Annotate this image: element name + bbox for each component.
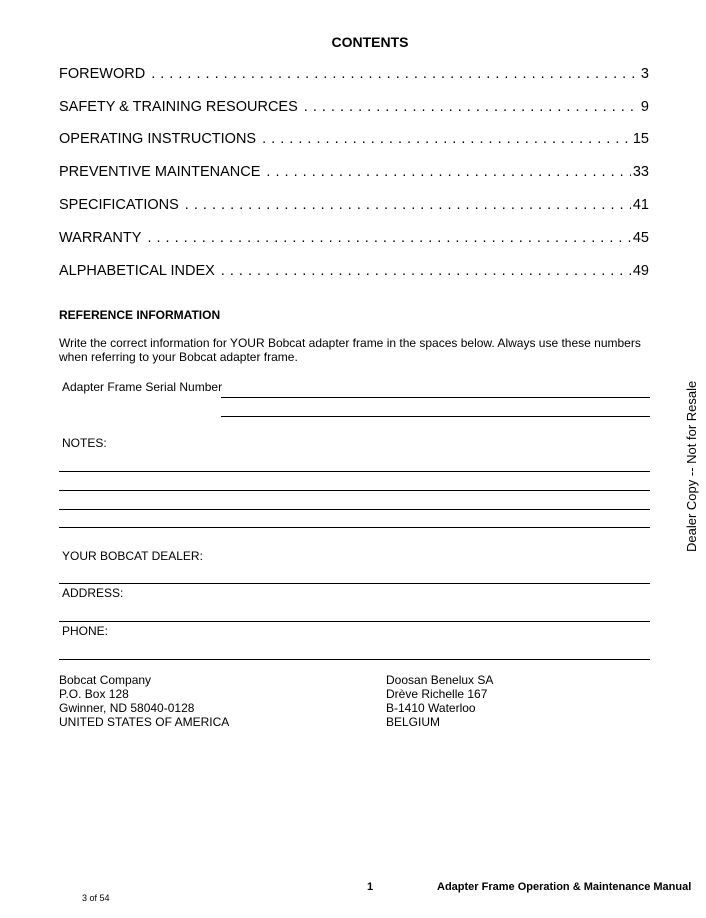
toc-label: WARRANTY <box>59 230 142 246</box>
address-line: B-1410 Waterloo <box>386 701 476 715</box>
toc-label: ALPHABETICAL INDEX <box>59 263 215 279</box>
toc-label: OPERATING INSTRUCTIONS <box>59 131 257 147</box>
toc-page: 15 <box>632 131 649 147</box>
notes-label: NOTES: <box>62 436 107 450</box>
serial-number-line-1[interactable] <box>221 397 650 398</box>
toc-page: 49 <box>632 263 649 279</box>
toc-page: 41 <box>632 197 649 213</box>
notes-line-3[interactable] <box>59 509 650 510</box>
address-line[interactable] <box>59 621 650 622</box>
toc-leader <box>185 197 631 213</box>
address-line: Gwinner, ND 58040-0128 <box>59 701 195 715</box>
toc-entry-maintenance <box>59 164 649 184</box>
footer-page-number: 1 <box>367 881 374 893</box>
serial-number-label: Adapter Frame Serial Number <box>62 380 223 394</box>
toc-leader <box>304 99 639 115</box>
toc-leader <box>151 66 639 82</box>
toc-entry-index <box>59 263 649 283</box>
toc-entry-operating <box>59 131 649 151</box>
us-address-block <box>59 673 229 729</box>
dealer-copy-watermark: Dealer Copy -- Not for Resale <box>684 380 699 552</box>
toc-leader <box>266 164 630 180</box>
toc-page: 33 <box>632 164 649 180</box>
footer-manual-title: Adapter Frame Operation & Maintenance Manual <box>437 881 692 893</box>
address-label: ADDRESS: <box>62 586 124 600</box>
toc-label: FOREWORD <box>59 66 146 82</box>
toc-label: PREVENTIVE MAINTENANCE <box>59 164 261 180</box>
page-title: CONTENTS <box>331 34 409 50</box>
notes-line-2[interactable] <box>59 490 650 491</box>
eu-address-block <box>386 673 493 729</box>
reference-heading: REFERENCE INFORMATION <box>59 308 221 322</box>
toc-entry-warranty <box>59 230 649 250</box>
address-line: P.O. Box 128 <box>59 687 129 701</box>
address-line: UNITED STATES OF AMERICA <box>59 715 230 729</box>
toc-page: 9 <box>640 99 649 115</box>
notes-line-1[interactable] <box>59 471 650 472</box>
toc-leader <box>262 131 631 147</box>
notes-line-4[interactable] <box>59 527 650 528</box>
toc-entry-foreword <box>59 66 649 86</box>
toc-label: SPECIFICATIONS <box>59 197 179 213</box>
address-line: Doosan Benelux SA <box>386 673 494 687</box>
footer-page-count: 3 of 54 <box>82 893 110 903</box>
toc-page: 45 <box>632 230 649 246</box>
reference-intro: Write the correct information for YOUR Bobcat adapter frame in the spaces below. Always use these numbers when referring to your Bobcat adapter frame. <box>59 336 641 364</box>
dealer-line[interactable] <box>59 583 650 584</box>
address-line: Bobcat Company <box>59 673 152 687</box>
address-line: BELGIUM <box>386 715 441 729</box>
toc-leader <box>147 230 630 246</box>
toc-leader <box>221 263 631 279</box>
toc-entry-safety <box>59 99 649 119</box>
toc-entry-specifications <box>59 197 649 217</box>
phone-line[interactable] <box>59 659 650 660</box>
dealer-label: YOUR BOBCAT DEALER: <box>62 549 203 563</box>
toc-label: SAFETY & TRAINING RESOURCES <box>59 99 298 115</box>
serial-number-line-2[interactable] <box>221 416 650 417</box>
address-line: Drève Richelle 167 <box>386 687 488 701</box>
phone-label: PHONE: <box>62 624 109 638</box>
toc-page: 3 <box>640 66 649 82</box>
